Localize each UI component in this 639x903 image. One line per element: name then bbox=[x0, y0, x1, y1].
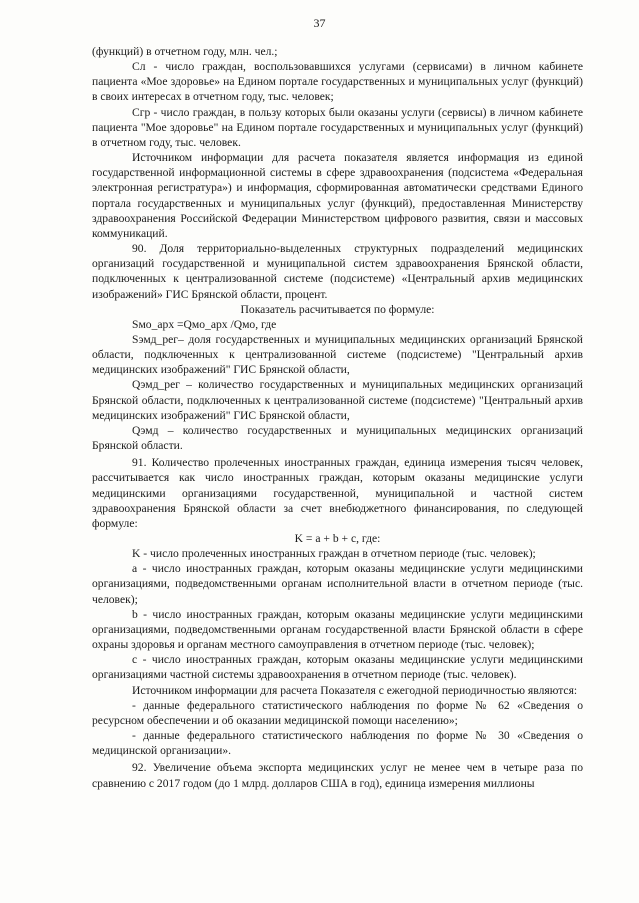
paragraph: a - число иностранных граждан, которым оказаны медицинские услуги медицинскими организациями, подведомственными органам исполнительной власти в отчетном периоде (тыс. человек); bbox=[92, 562, 583, 606]
paragraph: - данные федерального статистического наблюдения по форме № 62 «Сведения о ресурсном обеспечении и об оказании медицинской помощи населению»; bbox=[92, 698, 583, 727]
paragraph: Qэмд_рег – количество государственных и муниципальных медицинских организаций Брянской области, подключенных к централизованной системе (подсистеме) "Центральный архив медицинских изображений" ГИС Брянской области, bbox=[92, 378, 583, 422]
paragraph: 90. Доля территориально-выделенных структурных подразделений медицинских организаций государственной и муниципальной систем здравоохранения Брянской области, подключенных к централизованной системе (подсистеме) «Центральный архив медицинских изображений» ГИС Брянской области, процент. bbox=[92, 242, 583, 301]
paragraph: 91. Количество пролеченных иностранных граждан, единица измерения тысяч человек, рассчитывается как число иностранных граждан, которым оказаны медицинские услуги медицинскими организациями государственной, муниципальной и частной систем здравоохранения Брянской области за счет внебюджетного финансирования, по следующей формуле: bbox=[92, 456, 583, 530]
paragraph: (функций) в отчетном году, млн. чел.; bbox=[92, 45, 278, 58]
paragraph: K - число пролеченных иностранных граждан в отчетном периоде (тыс. человек); bbox=[132, 547, 536, 561]
paragraph: K = a + b + c, где: bbox=[294, 532, 381, 545]
paragraph: Показатель расчитывается по формуле: bbox=[240, 302, 435, 316]
paragraph: Sмо_арх =Qмо_арх /Qмо, где bbox=[132, 317, 277, 331]
paragraph: Qэмд – количество государственных и муниципальных медицинских организаций Брянской области. bbox=[92, 423, 583, 453]
paragraph: 92. Увеличение объема экспорта медицинских услуг не менее чем в четыре раза по сравнению с 2017 годом (до 1 млрд. долларов США в год), единица измерения миллионы bbox=[92, 761, 583, 790]
document-body bbox=[92, 44, 583, 791]
paragraph: Sэмд_рег– доля государственных и муниципальных медицинских организаций Брянской области, подключенных к централизованной системе (подсистеме) "Центральный архив медицинских изображений" ГИС Брянской области, bbox=[92, 332, 583, 377]
paragraph: Сгр - число граждан, в пользу которых были оказаны услуги (сервисы) в личном кабинете пациента "Мое здоровье" на Едином портале государственных и муниципальных услуг (функций) в отчетном году, тыс. человек. bbox=[92, 105, 583, 149]
paragraph: Источником информации для расчета показателя является информация из единой государственной информационной системы в сфере здравоохранения (подсистема «Федеральная электронная регистратура») и информация, сформированная автоматически средствами Единого портала государственных и муниципальных услуг (функций), предоставленная Министерству здравоохранения Российской Федерации Министерством цифрового развития, связи и массовых коммуникаций. bbox=[92, 151, 583, 240]
page-number: 37 bbox=[313, 16, 326, 30]
paragraph: - данные федерального статистического наблюдения по форме № 30 «Сведения о медицинской организации». bbox=[92, 729, 583, 758]
paragraph: Источником информации для расчета Показателя с ежегодной периодичностью являются: bbox=[132, 683, 578, 697]
paragraph: b - число иностранных граждан, которым оказаны медицинские услуги медицинскими организациями, подведомственными органам государственной власти Брянской области в сфере охраны здоровья и органам местного самоуправления в отчетном периоде (тыс. человек); bbox=[92, 607, 583, 652]
paragraph: Сл - число граждан, воспользовавшихся услугами (сервисами) в личном кабинете пациента «Мое здоровье» на Едином портале государственных и муниципальных услуг (функций) в своих интересах в отчетном году, тыс. человек; bbox=[92, 60, 583, 104]
paragraph: c - число иностранных граждан, которым оказаны медицинские услуги медицинскими организациями частной системы здравоохранения в отчетном периоде (тыс. человек). bbox=[92, 653, 583, 682]
